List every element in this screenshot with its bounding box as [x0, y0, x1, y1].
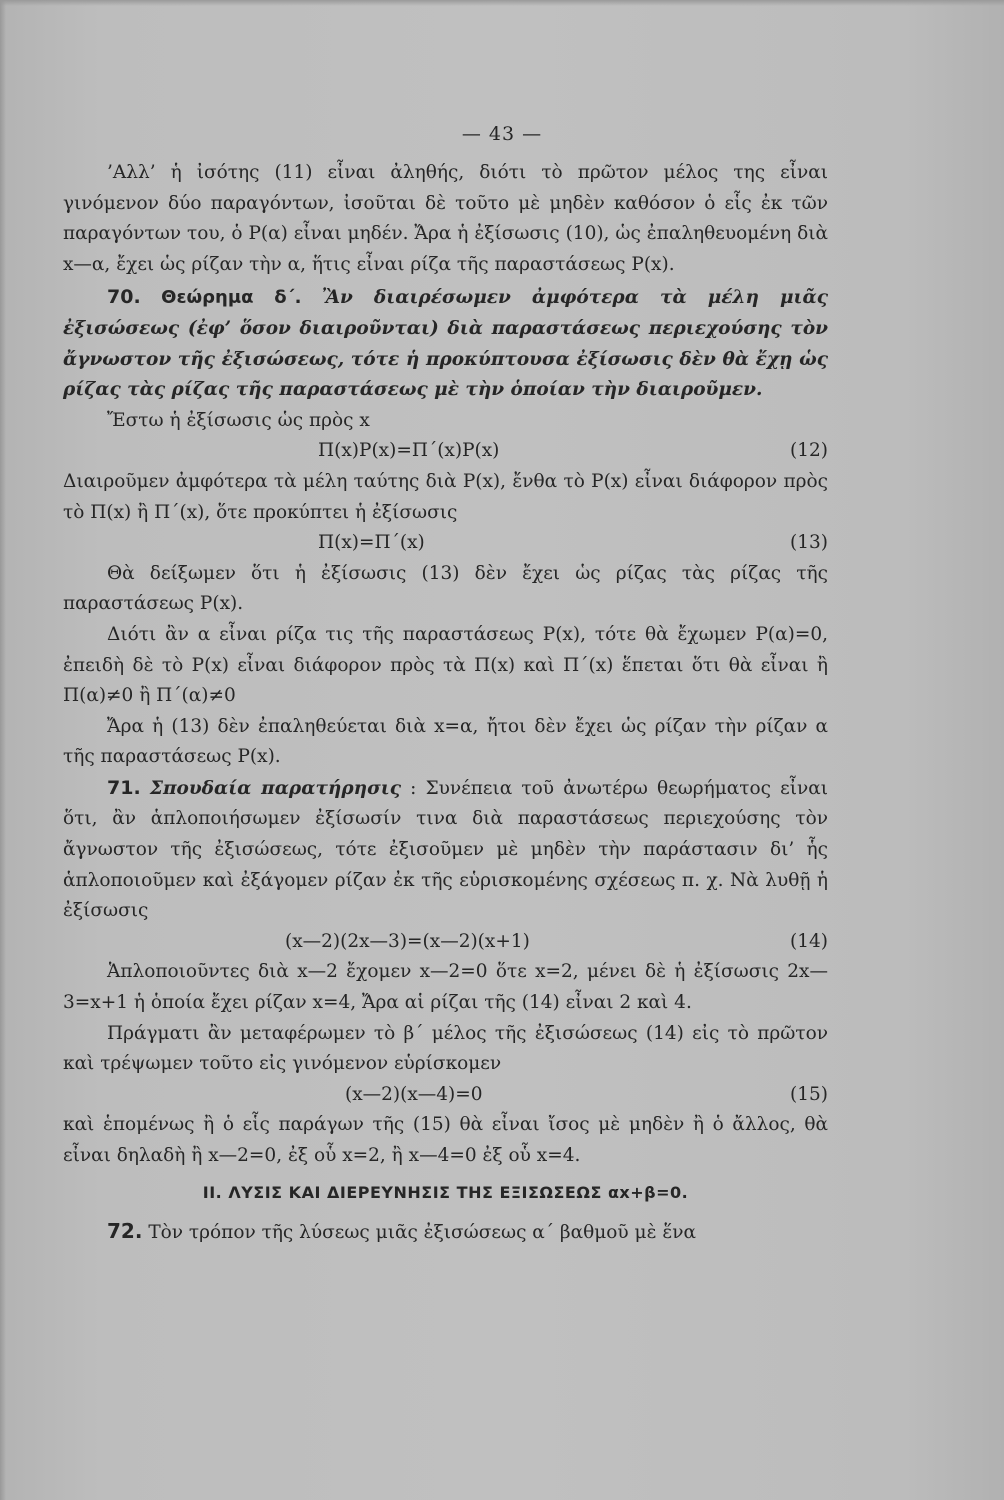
remark-label: Σπουδαία παρατήρησις: [149, 777, 401, 799]
theorem-statement: Ἂν διαιρέσωμεν ἀμφότερα τὰ μέλη μιᾶς ἐξισώσεως (ἐφ’ ὅσον διαιροῦνται) διὰ παραστάσεως περιεχούσης τὸν ἄγνωστον τῆς ἐξισώσεως, τότε ἡ προκύπτουσα ἐξίσωσις δὲν θὰ ἔχῃ ὡς ρίζας τὰς ρίζας τῆς παραστάσεως μὲ τὴν ὁποίαν τὴν διαιροῦμεν.: [63, 287, 828, 401]
equation-12: [63, 436, 828, 467]
paragraph-72: [63, 1216, 828, 1249]
equation-13-expression: Π(x)=Π΄(x): [318, 532, 425, 554]
remark-text: : Συνέπεια τοῦ ἀνωτέρω θεωρήματος εἶναι ὅτι, ἂν ἁπλοποιήσωμεν ἐξίσωσίν τινα διὰ παραστάσεως περιεχούσης τὸν ἄγνωστον τῆς ἐξισώσεως, τότε ἐξισοῦμεν μὲ μηδὲν τὴν παράστασιν δι’ ἧς ἁπλοποιοῦμεν καὶ ἐξάγομεν ρίζαν ἐκ τῆς εὑρισκομένης σχέσεως π. χ. Νὰ λυθῇ ἡ ἐξίσωσις: [63, 777, 829, 922]
theorem-block: [63, 282, 828, 405]
paragraph-proof-conclusion: ’Αλλ’ ἡ ἰσότης (11) εἶναι ἀληθής, διότι τὸ πρῶτον μέλος της εἶναι γινόμενον δύο παραγόντων, ἰσοῦται δὲ τοῦτο μὲ μηδὲν καθόσον ὁ εἷς ἐκ τῶν παραγόντων του, ὁ P(α) εἶναι μηδέν. Ἄρα ἡ ἐξίσωσις (10), ὡς ἐπαληθευομένη διὰ x—α, ἔχει ὡς ρίζαν τὴν α, ἥτις εἶναι ρίζα τῆς παραστάσεως P(x).: [63, 162, 828, 275]
paragraph-divide-members: Διαιροῦμεν ἀμφότερα τὰ μέλη ταύτης διὰ P(x), ἔνθα τὸ P(x) εἶναι διάφορον πρὸς τὸ Π(x) ἢ Π΄(x), ὅτε προκύπτει ἡ ἐξίσωσις: [63, 470, 828, 523]
page-edge-shadow-left: [0, 0, 6, 1500]
equation-14: [63, 927, 828, 958]
paragraph-because: Διότι ἂν α εἶναι ρίζα τις τῆς παραστάσεως P(x), τότε θὰ ἔχωμεν P(α)=0, ἐπειδὴ δὲ τὸ P(x) εἶναι διάφορον πρὸς τὰ Π(x) καὶ Π΄(x) ἕπεται ὅτι θὰ εἶναι ἢ Π(α)≠0 ἢ Π΄(α)≠0: [63, 623, 828, 707]
paragraph-therefore: Ἄρα ἡ (13) δὲν ἐπαληθεύεται διὰ x=α, ἤτοι δὲν ἔχει ὡς ρίζαν τὴν ρίζαν α τῆς παραστάσεως P(x).: [63, 715, 828, 768]
theorem-number: 70.: [107, 286, 141, 309]
equation-14-expression: (x—2)(2x—3)=(x—2)(x+1): [285, 930, 530, 952]
equation-12-expression: Π(x)P(x)=Π΄(x)P(x): [318, 440, 500, 462]
paragraph-72-number: 72.: [107, 1218, 143, 1243]
page-edge-shadow-top: [0, 0, 1004, 6]
paragraph-simplifying: Ἁπλοποιοῦντες διὰ x—2 ἔχομεν x—2=0 ὅτε x=2, μένει δὲ ἡ ἐξίσωσις 2x—3=x+1 ἡ ὁποία ἔχει ρίζαν x=4, Ἄρα αἱ ρίζαι τῆς (14) εἶναι 2 καὶ 4.: [63, 961, 828, 1014]
paragraph-we-will-show: Θὰ δείξωμεν ὅτι ἡ ἐξίσωσις (13) δὲν ἔχει ὡς ρίζας τὰς ρίζας τῆς παραστάσεως P(x).: [63, 562, 828, 615]
equation-13: [63, 528, 828, 559]
page-number: — 43 —: [461, 123, 543, 145]
equation-12-number: (12): [790, 440, 828, 462]
remark-block: [63, 773, 828, 927]
paragraph-consequently: καὶ ἑπομένως ἢ ὁ εἷς παράγων τῆς (15) θὰ εἶναι ἴσος μὲ μηδὲν ἢ ὁ ἄλλος, θὰ εἶναι δηλαδὴ ἢ x—2=0, ἐξ οὗ x=2, ἢ x—4=0 ἐξ οὗ x=4.: [63, 1114, 828, 1166]
equation-15-number: (15): [790, 1083, 828, 1105]
equation-15: [63, 1080, 828, 1111]
equation-14-number: (14): [790, 930, 828, 952]
paragraph-let-equation: Ἔστω ἡ ἐξίσωσις ὡς πρὸς x: [107, 409, 370, 431]
theorem-label: Θεώρημα δ΄.: [161, 287, 302, 309]
remark-number: 71.: [107, 776, 141, 799]
paragraph-indeed: Πράγματι ἂν μεταφέρωμεν τὸ β΄ μέλος τῆς ἐξισώσεως (14) εἰς τὸ πρῶτον καὶ τρέψωμεν τοῦτο εἰς γινόμενον εὑρίσκομεν: [63, 1022, 828, 1075]
paragraph-72-text: Τὸν τρόπον τῆς λύσεως μιᾶς ἐξισώσεως α΄ βαθμοῦ μὲ ἕνα: [148, 1221, 697, 1243]
equation-15-expression: (x—2)(x—4)=0: [345, 1083, 483, 1105]
page-body: [63, 158, 828, 1248]
equation-13-number: (13): [790, 532, 828, 554]
section-heading: II. ΛΥΣΙΣ ΚΑΙ ΔΙΕΡΕΥΝΗΣΙΣ ΤΗΣ ΕΞΙΣΩΣΕΩΣ αx+β=0.: [202, 1182, 689, 1202]
